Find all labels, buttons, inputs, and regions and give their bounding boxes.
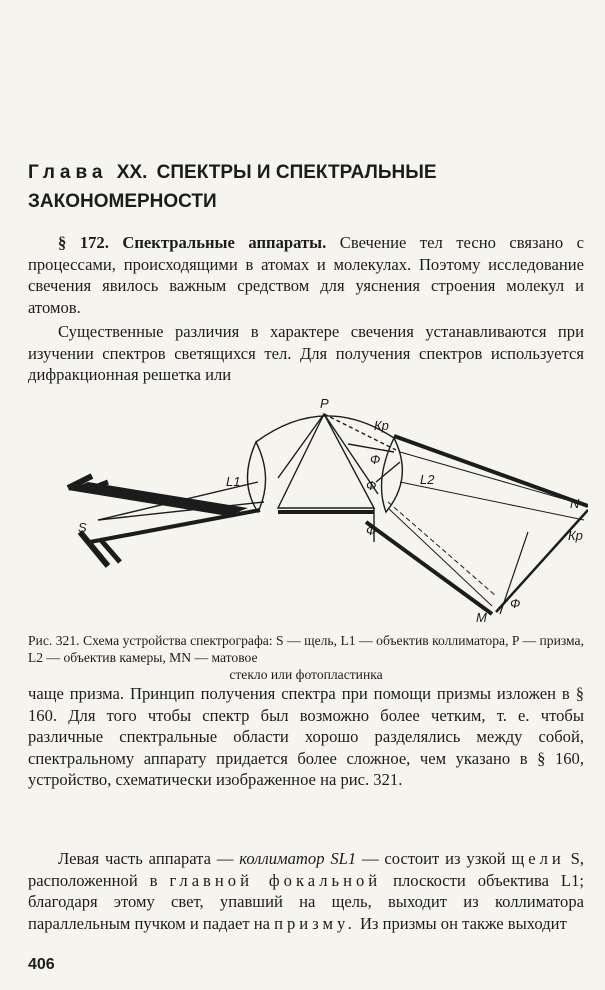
label-L1: L1: [226, 474, 241, 489]
paragraph-3: чаще призма. Принцип получения спектра при помощи призмы изложен в § 160. Для того чтобы спектр был возможно более четким, т. е. чтобы различные спектральные области хорошо разделялись между собой, спектральному аппарату придается более сложное, чем указано в § 160, устройство, схематически изображенное на рис. 321.: [28, 684, 584, 789]
p4-part-e: Из призмы он также выходит: [355, 913, 567, 933]
prism: [278, 414, 377, 508]
paragraph-2: Существенные различия в характере свечения устанавливаются при изучении спектров светящихся тел. Для получения спектров используется дифракционная решетка или: [28, 322, 584, 384]
camera-wall-top: [394, 436, 588, 506]
label-N: N: [570, 496, 580, 511]
p4-slit: щели: [511, 849, 565, 868]
paragraph-4: [28, 848, 584, 934]
label-F3: Ф: [366, 523, 377, 538]
label-Kp-top: Кр: [374, 418, 389, 433]
p4-part-d: плоскости объектива L1; благодаря этому свет, упавший на щель, выходит из коллиматора параллельным пучком и падает на: [28, 870, 584, 933]
page-number: 406: [28, 956, 55, 973]
label-M: M: [476, 610, 487, 625]
collimator-wall-top: [86, 486, 240, 510]
p4-part-a: Левая часть аппарата —: [58, 849, 240, 868]
paragraph-1: [28, 232, 584, 318]
label-Kp-right: Кр: [568, 528, 583, 543]
paragraph-1-text: Свечение тел тесно связано с процессами, происходящими в атомах и молекулах. Поэтому исследование свечения явилось важным средством для уяснения строения молекул и атомов.: [28, 233, 585, 317]
chapter-title-line1: СПЕКТРЫ И СПЕКТРАЛЬНЫЕ: [156, 162, 437, 183]
spectrograph-diagram: [48, 382, 588, 632]
collimator-wall-bottom: [90, 510, 260, 542]
label-S: S: [78, 520, 87, 535]
p4-part-c: S, расположенной в: [28, 849, 585, 890]
section-heading: § 172. Спектральные аппараты.: [58, 233, 327, 252]
chapter-heading: [28, 158, 584, 216]
camera-wall-bottom: [366, 522, 492, 614]
label-F2: Ф: [366, 478, 377, 493]
chapter-title-line2: ЗАКОНОМЕРНОСТИ: [28, 191, 217, 212]
p4-collimator: коллиматор SL1: [239, 849, 357, 868]
figure-caption: [28, 632, 584, 683]
chapter-label: Глава: [28, 162, 108, 183]
p4-part-b: — состоит из узкой: [356, 849, 512, 868]
label-F1: Ф: [370, 452, 381, 467]
caption-last-line: стекло или фотопластинка: [229, 667, 383, 682]
label-P: P: [320, 396, 329, 411]
p4-focal: главной фокальной: [169, 870, 382, 890]
caption-line: Рис. 321. Схема устройства спектрографа: S — щель, L1 — объектив коллиматора, P — призма, L2 — объектив камеры, MN — матовое: [28, 633, 584, 665]
p4-prism: призму.: [274, 913, 356, 933]
label-L2: L2: [420, 472, 435, 487]
chapter-number: XX.: [116, 162, 148, 183]
label-F-bottom: Ф: [510, 596, 521, 611]
